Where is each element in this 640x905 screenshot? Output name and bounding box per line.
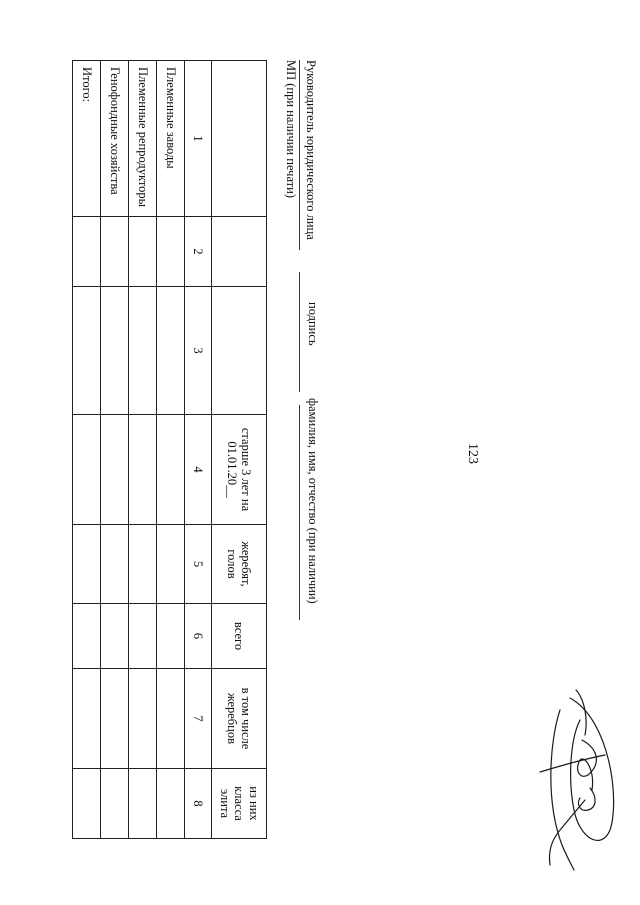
name-caption: фамилия, имя, отчество (при наличии) xyxy=(306,398,320,604)
header-cell: из них класса элита xyxy=(212,769,267,839)
table-cell xyxy=(101,604,129,669)
row-label: Итого: xyxy=(73,61,101,217)
table-cell xyxy=(129,415,157,525)
livestock-table xyxy=(72,60,267,839)
table-cell xyxy=(157,669,185,769)
table-cell xyxy=(129,604,157,669)
header-cell xyxy=(212,287,267,415)
signature-line xyxy=(299,272,300,392)
table-cell xyxy=(101,525,129,604)
table-row xyxy=(101,61,129,839)
table-cell xyxy=(73,604,101,669)
name-line xyxy=(299,405,300,620)
table-cell xyxy=(101,217,129,287)
table-cell xyxy=(73,415,101,525)
table-cell xyxy=(157,604,185,669)
head-label: Руководитель юридического лица xyxy=(304,60,318,240)
table-row xyxy=(129,61,157,839)
table-cell xyxy=(101,769,129,839)
header-cell: в том числе жеребцов xyxy=(212,669,267,769)
column-number: 7 xyxy=(185,669,212,769)
table-cell xyxy=(157,217,185,287)
table-cell xyxy=(73,217,101,287)
table-cell xyxy=(129,287,157,415)
head-underline xyxy=(299,60,300,250)
column-number: 1 xyxy=(185,61,212,217)
row-label: Генофондные хозяйства xyxy=(101,61,129,217)
column-number: 4 xyxy=(185,415,212,525)
column-number: 3 xyxy=(185,287,212,415)
table-cell xyxy=(101,287,129,415)
table-cell xyxy=(101,669,129,769)
table-cell xyxy=(157,287,185,415)
table-cell xyxy=(73,669,101,769)
column-number-row xyxy=(185,61,212,839)
table-cell xyxy=(73,769,101,839)
table-cell xyxy=(129,769,157,839)
column-number: 5 xyxy=(185,525,212,604)
stamp-label: МП (при наличии печати) xyxy=(284,60,298,199)
header-cell xyxy=(212,61,267,217)
table-row xyxy=(73,61,101,839)
table-cell xyxy=(129,217,157,287)
header-cell: всего xyxy=(212,604,267,669)
table-cell xyxy=(129,669,157,769)
table-row xyxy=(157,61,185,839)
row-label: Племенные заводы xyxy=(157,61,185,217)
column-number: 8 xyxy=(185,769,212,839)
table-cell xyxy=(157,415,185,525)
header-cell: жеребят, голов xyxy=(212,525,267,604)
table-cell xyxy=(157,769,185,839)
header-cell xyxy=(212,217,267,287)
page-number: 123 xyxy=(465,443,480,464)
handwritten-signature xyxy=(530,680,640,880)
table-header-row xyxy=(212,61,267,839)
column-number: 6 xyxy=(185,604,212,669)
table-cell xyxy=(129,525,157,604)
column-number: 2 xyxy=(185,217,212,287)
table-cell xyxy=(73,525,101,604)
table-cell xyxy=(101,415,129,525)
signature-caption: подпись xyxy=(306,302,320,346)
table-cell xyxy=(73,287,101,415)
header-cell: старше 3 лет на 01.01.20__ xyxy=(212,415,267,525)
row-label: Племенные репродукторы xyxy=(129,61,157,217)
table-cell xyxy=(157,525,185,604)
